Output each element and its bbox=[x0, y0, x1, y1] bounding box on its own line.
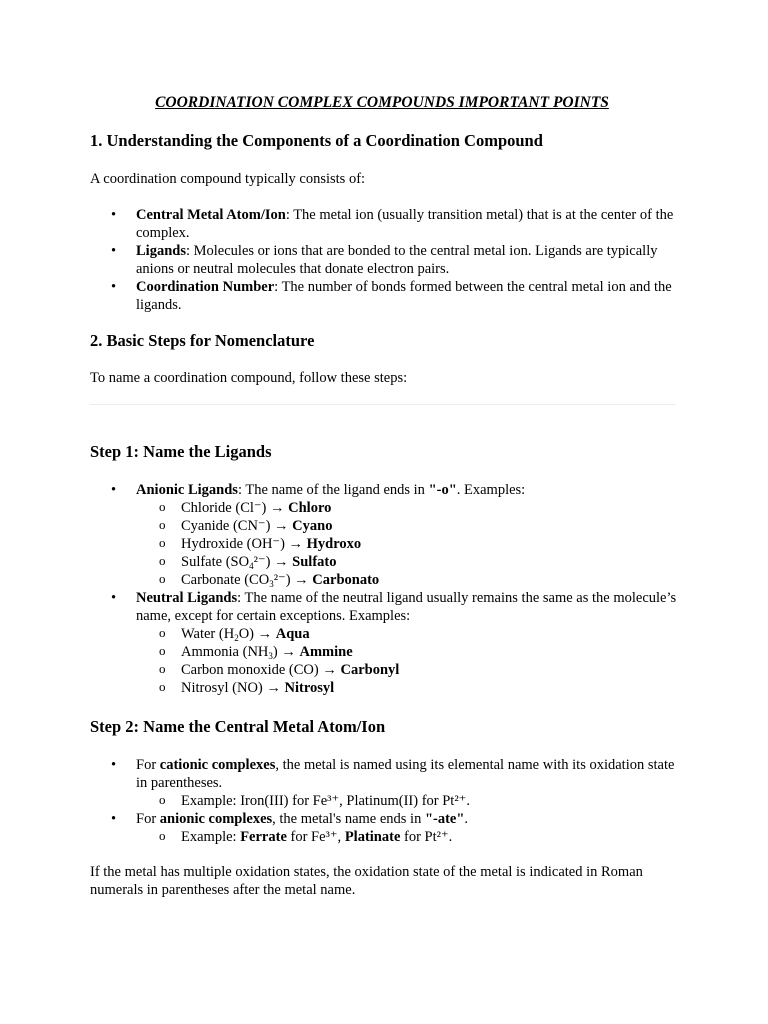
anionic-metal-examples bbox=[136, 828, 680, 846]
list-item: o Carbon monoxide (CO) → Carbonyl bbox=[136, 661, 680, 679]
anionic-examples bbox=[136, 499, 680, 589]
list-item: • Neutral Ligands: The name of the neutral ligand usually remains the same as the molecule’s name, except for certain exceptions. Examples: o Water $(H_2O)$ → Aqua o Ammonia $(NH_3) \to Ammine$ o Carbon monoxide (CO) → Carbonyl o Nitrosyl (NO) → Nitrosyl bbox=[90, 589, 680, 697]
ligands-list bbox=[90, 481, 680, 697]
components-list bbox=[90, 206, 680, 314]
metal-naming-list bbox=[90, 756, 680, 846]
neutral-examples bbox=[136, 625, 680, 697]
list-item: o Sulfate $(SO_4^{2-})$ → Sulfato bbox=[136, 553, 680, 571]
list-item: o Water $(H_2O)$ → Aqua bbox=[136, 625, 680, 643]
section2-intro: To name a coordination compound, follow these steps: bbox=[90, 370, 408, 386]
cationic-examples bbox=[136, 792, 680, 810]
list-item: • Central Metal Atom/Ion: The metal ion (usually transition metal) that is at the center of the complex. bbox=[90, 206, 680, 242]
section1-intro: A coordination compound typically consists of: bbox=[90, 171, 366, 187]
document-title: COORDINATION COMPLEX COMPOUNDS IMPORTANT POINTS bbox=[155, 94, 609, 111]
list-item: o Nitrosyl (NO) → Nitrosyl bbox=[136, 679, 680, 697]
list-item: o Carbonate $(CO_3^{2-})$ → Carbonato bbox=[136, 571, 680, 589]
step2-heading: Step 2: Name the Central Metal Atom/Ion bbox=[90, 717, 386, 736]
list-item: • For anionic complexes, the metal's name ends in "-ate". o Example: Ferrate for Fe³⁺, Platinate for Pt²⁺. bbox=[90, 810, 680, 846]
list-item: o Example: Ferrate for Fe³⁺, Platinate for Pt²⁺. bbox=[136, 828, 680, 846]
step1-heading: Step 1: Name the Ligands bbox=[90, 442, 272, 461]
section2-heading: 2. Basic Steps for Nomenclature bbox=[90, 331, 315, 350]
list-item: o Ammonia $(NH_3) \to Ammine$ bbox=[136, 643, 680, 661]
oxidation-state-note: If the metal has multiple oxidation states, the oxidation state of the metal is indicated in Roman numerals in parentheses after the metal name. bbox=[90, 864, 643, 898]
list-item: o Hydroxide (OH⁻) → Hydroxo bbox=[136, 535, 680, 553]
list-item: • Anionic Ligands: The name of the ligand ends in "-o". Examples: o Chloride (Cl⁻) → Chloro o Cyanide (CN⁻) → Cyano o Hydroxide (OH⁻) → Hydroxo o Sulfate $(SO_4^{2-})$ → Sulfato o Carbonate $(CO_3^{2-})$ → Carbonato bbox=[90, 481, 680, 589]
section1-heading: 1. Understanding the Components of a Coordination Compound bbox=[90, 131, 543, 150]
list-item: • Ligands: Molecules or ions that are bonded to the central metal ion. Ligands are typically anions or neutral molecules that donate electron pairs. bbox=[90, 242, 680, 278]
list-item: • Coordination Number: The number of bonds formed between the central metal ion and the ligands. bbox=[90, 278, 680, 314]
list-item: o Example: Iron(III) for Fe³⁺, Platinum(II) for Pt²⁺. bbox=[136, 792, 680, 810]
divider bbox=[90, 404, 676, 405]
list-item: • For cationic complexes, the metal is named using its elemental name with its oxidation state in parentheses. o Example: Iron(III) for Fe³⁺, Platinum(II) for Pt²⁺. bbox=[90, 756, 680, 810]
list-item: o Chloride (Cl⁻) → Chloro bbox=[136, 499, 680, 517]
list-item: o Cyanide (CN⁻) → Cyano bbox=[136, 517, 680, 535]
